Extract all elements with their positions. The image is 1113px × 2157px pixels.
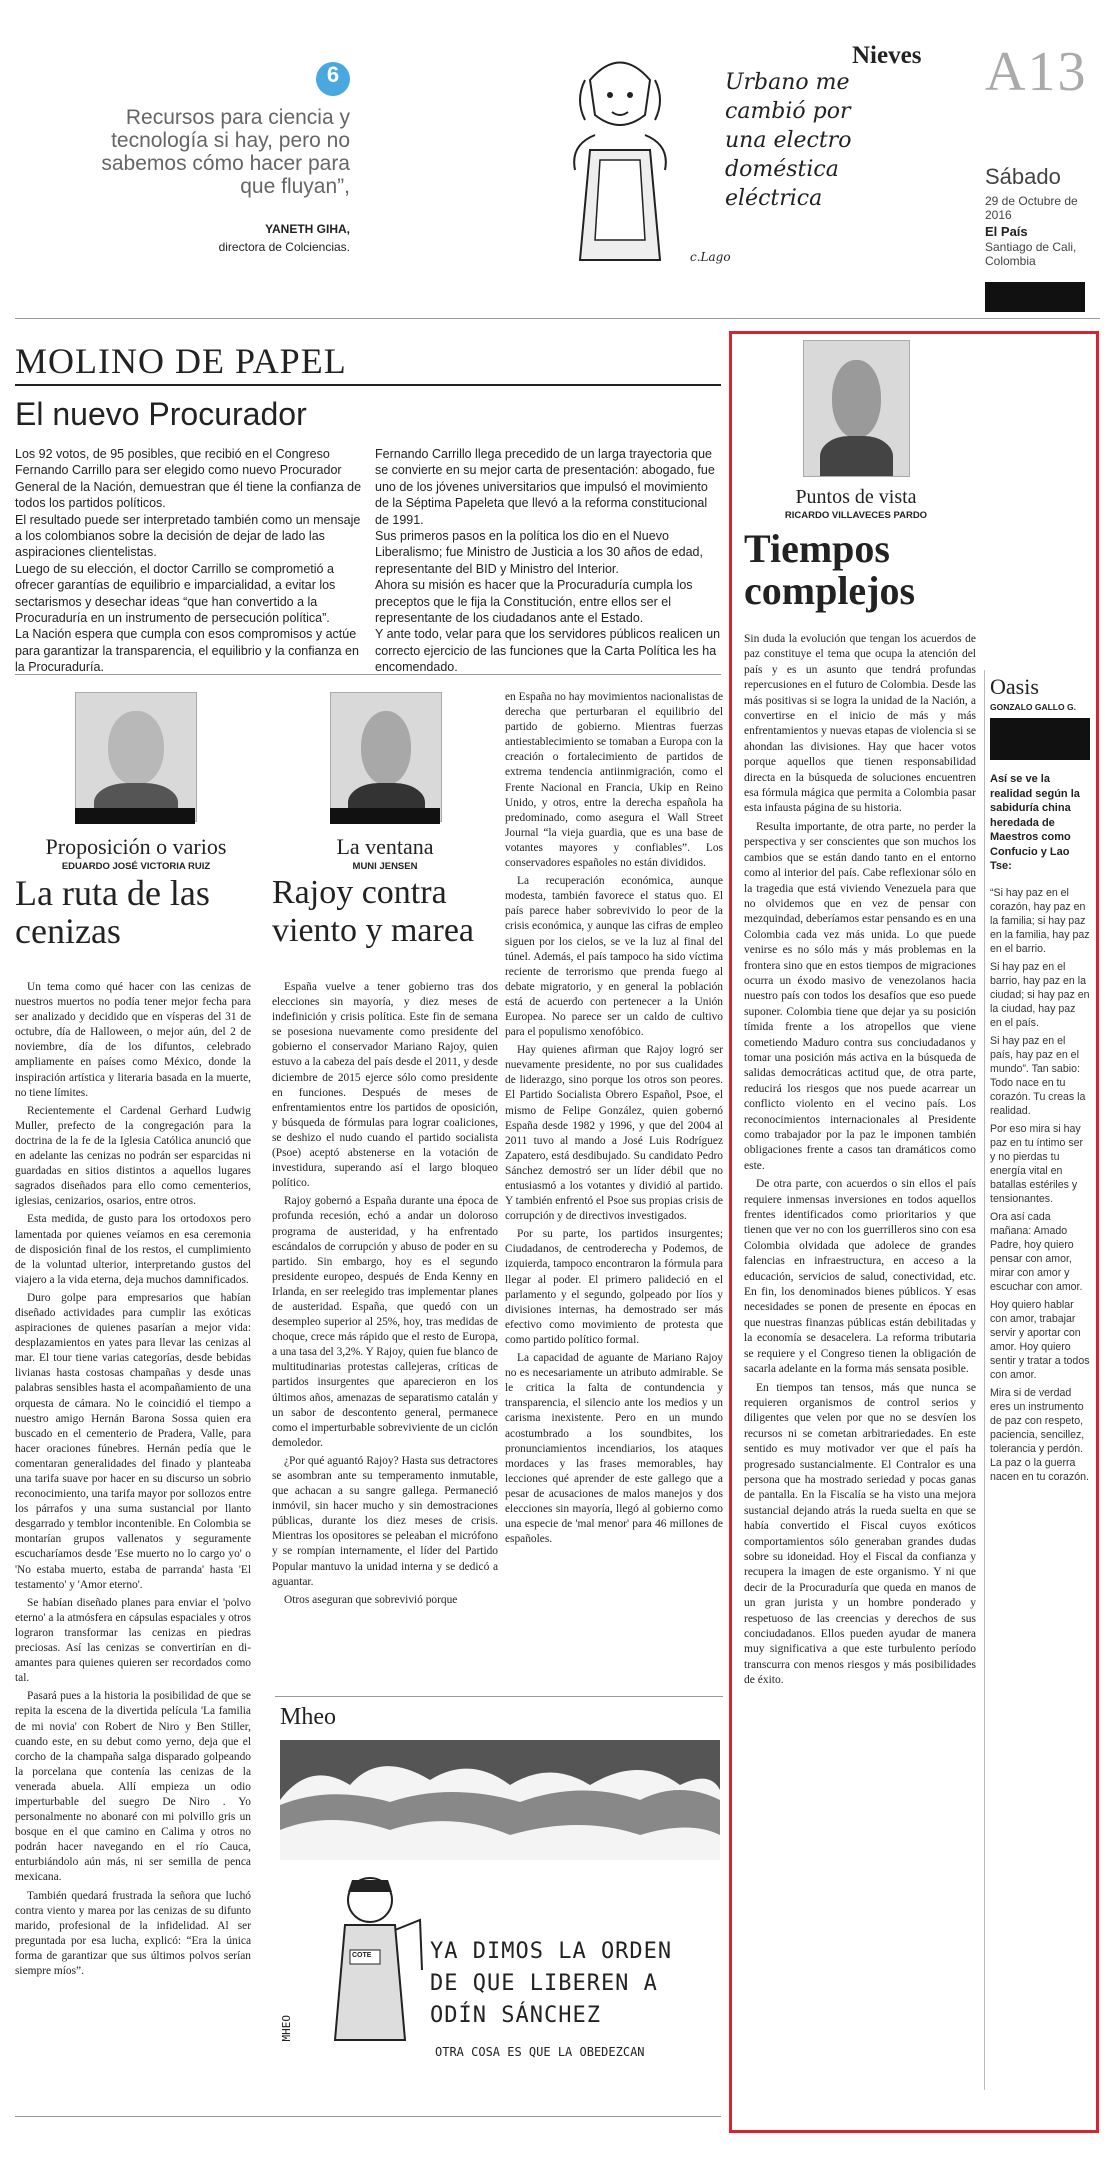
woman-drawing-icon <box>550 40 690 270</box>
col-a-kicker: Proposición o varios <box>45 834 227 859</box>
col-a-p4: Duro golpe para empresarios que habían diseñado actividades para cumplir las exóticas aspiraciones de quienes pasarían a mejor vida: desplazamientos en yates para llevar las cenizas al mar. El tour tiene varias categorías, desde bebidas livianas hasta costosas champañas y desde unas palabras sensibles hasta el acompañamiento de una orquesta de cámara. No le coincidió el tiempo a nuestro amigo Hernán Barona Sossa quien era buscado en el cementerio de Pradera, Valle, para hacer oraciones fúnebres. Hernán pedía que le comentaran generalidades del finado y planteaba una tarifa suave por hacer en su discurso un sobrio reconocimiento, una tarifa mayor por sollozos entre los párrafos y una suma sustancial por llanto desgarrado y temblor incontenible. En Colombia se montarían grupos vallenatos y seguramente escucharíamos desde 'Ese muerto no lo cargo yo' o 'No estaba muerto, estaba de parranda' hasta 'El testamento' y 'Amor eterno'. <box>15 1291 251 1591</box>
mheo-speech: YA DIMOS LA ORDEN DE QUE LIBEREN A ODÍN SÁNCHEZ <box>430 1939 673 2028</box>
oasis-title: Oasis <box>990 674 1039 699</box>
editorial-col2-p4: Y ante todo, velar para que los servidores públicos realicen un correcto ejercicio de las funciones que la Carta Política les ha encomendado. <box>375 627 721 675</box>
oasis-p7: Mira si de verdad eres un instrumento de paz con respeto, paciencia, sencillez, tolerancia y perdón. La paz o la guerra nacen en tu corazón. <box>990 1387 1089 1483</box>
oasis-p2: Si hay paz en el barrio, hay paz en la ciudad; si hay paz en la ciudad, hay paz en el país. <box>990 961 1090 1029</box>
soldier-figure-icon <box>310 1860 430 2060</box>
oasis-intro: Así se ve la realidad según la sabiduría china heredada de Maestros como Confucio y Lao Tse: <box>990 773 1080 872</box>
quote-author: YANETH GIHA, <box>265 222 350 236</box>
col-a-author: EDUARDO JOSÉ VICTORIA RUIZ <box>61 861 211 872</box>
cartoonist-name: Nieves <box>852 42 922 69</box>
cartoon-handwriting: Urbano me cambió por una electro doméstica eléctrica <box>725 70 852 211</box>
col-b-p1: España vuelve a tener gobierno tras dos elecciones sin mayoría, y diez meses de indefinición y crisis política. Este fin de semana se posesiona nuevamente como presidente del gobierno el conservador Mariano Rajoy, quien estuvo a la cabeza del país desde el 2011, y desde diciembre de 2015 ejerce sólo como presidente en funciones. Después de meses de enfrentamientos entre los partidos de oposición, y búsqueda de fórmulas para lograr coaliciones, se deshizo el nudo cuando el partido socialista (Psoe) aceptó abstenerse en la votación de investidura, superando así el largo bloqueo político. <box>272 981 498 1190</box>
col-c-body <box>505 690 723 1550</box>
oasis-p5: Ora así cada mañana: Amado Padre, hoy quiero pensar con amor, mirar con amor y escuchar con amor. <box>990 1211 1083 1293</box>
editorial-col1-p1: Los 92 votos, de 95 posibles, que recibió en el Congreso Fernando Carrillo para ser elegido como nuevo Procurador General de la Nación, demuestran que él tiene la confianza de todos los partidos políticos. <box>15 447 362 511</box>
col-d-p4: En tiempos tan tensos, más que nunca se requieren organismos de control serios y diligentes que velen por que no se desvíen los recursos ni se cometan arbitrariedades. En este sentido es muy motivador ver que el país ha progresado sustancialmente. El Contralor es una persona que ha mostrado seriedad y pocas ganas de pantalla. En la Fiscalía se ha visto una mejora sustancial dejando atrás la rueda suelta en que se había convertido el Fiscal cuyos exóticos comportamientos sólo generaban grandes dudas sobre su idoneidad. Hoy el Fiscal da confianza y recupera la imagen de este organismo. Y ni que decir de la Procuraduría que queda en manos de un gran jurista y un hombre ponderado y respetuoso de las creencias y derechos de sus conciudadanos. Ellos pueden ayudar de manera muy significativa a que este turbulento período transcurra con menos riesgos y más posibilidades de éxito. <box>744 1381 976 1687</box>
editorial-col1-p4: La Nación espera que cumpla con esos compromisos y actúe para garantizar la transparencia, el equilibrio y la confianza en la Procuraduría. <box>15 627 359 675</box>
editorial-bottom-rule <box>15 674 721 675</box>
nieves-cartoon <box>540 40 850 270</box>
mheo-label: Mheo <box>280 1704 336 1730</box>
quote-number: 6 <box>326 62 340 87</box>
col-c-p5: La capacidad de aguante de Mariano Rajoy no es necesariamente un atributo admirable. Se le critica la falta de contundencia y transparencia, el silencio ante los medios y un carisma inexistente. Pero en un mundo acostumbrado a los soundbites, los pronunciamientos incendiarios, los ataques mordaces y las frases memorables, hay lecciones qué aprender de este gallego que a pesar de acusaciones de malos manejos y dos elecciones sin mayoría, llegó al gobierno como una especie de 'mal menor' para 46 millones de españoles. <box>505 1352 723 1546</box>
col-b-p4: Otros aseguran que sobrevivió porque <box>284 1593 458 1606</box>
author-photo-jensen <box>330 692 442 822</box>
footer-rule <box>15 2116 721 2117</box>
oasis-p4: Por eso mira si hay paz en tu íntimo ser y no pierdas tu energía vital en batallas estériles y tensionantes. <box>990 1123 1084 1205</box>
col-b-kicker: La ventana <box>336 834 434 859</box>
mheo-rule <box>275 1696 723 1697</box>
issue-day: Sábado <box>985 164 1061 189</box>
oasis-black-bar <box>990 718 1090 760</box>
mheo-signature: MHEO <box>280 2015 293 2042</box>
oasis-p6: Hoy quiero hablar con amor, trabajar servir y aportar con amor. Hoy quiero sentir y tratar a todos con amor. <box>990 1299 1090 1381</box>
oasis-author: GONZALO GALLO G. <box>990 702 1076 712</box>
editorial-col1-p3: Luego de su elección, el doctor Carrillo se comprometió a ofrecer garantías de equilibrio e imparcialidad, a evitar los sectarismos y desechar ideas “que han convertido a la Procuraduría en un instrumento de persecución política”. <box>15 561 336 626</box>
editorial-col2 <box>375 446 721 676</box>
mheo-caption: OTRA COSA ES QUE LA OBEDEZCAN <box>435 2045 645 2059</box>
cartoon-signature: c.Lago <box>690 250 731 264</box>
col-a-p3: Esta medida, de gusto para los ortodoxos pero lamentada por quienes veíamos en esa ceremonia de disposición final de los restos, el cumplimiento de la voluntad ulterior, interpretando gustos del viajero a la vida eterna, deja muchos damnificados. <box>15 1213 251 1286</box>
col-d-p1: Sin duda la evolución que tengan los acuerdos de paz constituye el tema que ocupa la atención del país y es un asunto que tendrá profundas repercusiones en el futuro de Colombia. Desde las más positivas si se logra la unidad de la Nación, a convertirse en el inicio de más y más enfrentamientos y nuevas etapas de violencia si se ahondan las divisiones. Hay que hacer votos porque aquellos que tienen responsabilidad directa en la búsqueda de soluciones encuentren esa fórmula mágica que permita a Colombia pasar esta infausta página de su historia. <box>744 633 976 815</box>
section-title: MOLINO DE PAPEL <box>15 341 347 381</box>
col-d-p2: Resulta importante, de otra parte, no perder la perspectiva y ser conscientes que son muchos los cambios que se están dando tanto en el entorno como al interior del país. Cabe reflexionar sólo en la tragedia que está viviendo Venezuela para que no olvidemos que en vez de pensar con mezquindad, deberíamos estar pensando es en una Colombia cada vez más unida. Lo que puede venirse es no sólo más y más problemas en la frontera sino que en estos tiempos de migraciones ocurra un éxodo masivo de venezolanos hacia nuestro país con todos los desafíos que eso puede suponer. Colombia tiene que dejar ya su posición tímida frente a los atropellos que viene cometiendo Maduro contra sus conciudadanos y tomar una posición más activa en la búsqueda de salidas democráticas actitud que, de otra parte, reducirá los riesgos que nos puede acarrear un conflicto violento en el vecino país. Los reconocimientos internacionales al Presidente como trabajador por la paz le imponen también obligaciones frente a casos tan dramáticos como este. <box>744 820 976 1172</box>
editorial-title: El nuevo Procurador <box>15 396 307 432</box>
issue-date: 29 de Octubre de 2016 <box>985 194 1078 222</box>
mheo-badge: COTE <box>352 1952 372 1959</box>
header-rule <box>15 318 1100 319</box>
oasis-p1: “Si hay paz en el corazón, hay paz en la familia; si hay paz en la familia, hay paz en el barrio. <box>990 887 1090 955</box>
col-a-p7: También quedará frustrada la señora que luchó contra viento y marea por las cenizas de su difunto marido, profesional de la infidelidad. Al ser preguntada por esa lucha, explicó: “Era la única forma de garantizar que sus últimos polvos serían siempre míos”. <box>15 1889 251 1977</box>
col-b-p2: Rajoy gobernó a España durante una época de profunda recesión, echó a andar un doloroso programa de austeridad, y ha enfrentado escándalos de corrupción y abuso de poder en su partido. Sin embargo, hoy es el segundo presidente europeo, después de Enda Kenny en Irlanda, en ser reelegido tras implementar planes de austeridad. España, que quedó con un desempleo superior al 25%, hoy, tras medidas de choque, crece más rápido que el resto de Europa, a una tasa del 3,2%. Y Rajoy, quien fue blanco de multitudinarias protestas callejeras, críticas de partidos insurgentes que aparecieron en los últimos años, amenazas de separatismo catalán y un sabor de descontento general, permanece como el imperturbable sobreviviente de un ciclón demoledor. <box>272 1195 498 1449</box>
header-quote: Recursos para ciencia y tecnología si hay, pero no sabemos cómo hacer para que fluyan”, <box>101 106 350 198</box>
paper-city: Santiago de Cali, Colombia <box>985 240 1077 268</box>
col-b-author: MUNI JENSEN <box>352 861 418 872</box>
col-b-p3: ¿Por qué aguantó Rajoy? Hasta sus detractores se asombran ante su temperamento inmutable, que achacan a su sangre gallega. Permaneció inmóvil, sin hacer mucho y sin demostraciones públicas, durante los diez meses de crisis. Mientras los opositores se peleaban el micrófono y se rompían internamente, el líder del Partido Popular mantuvo la unidad interna y se dedicó a aguantar. <box>272 1454 498 1588</box>
col-a-title: La ruta de las cenizas <box>15 873 210 951</box>
col-b-title: Rajoy contra viento y marea <box>272 874 475 949</box>
oasis-p3: Si hay paz en el país, hay paz en el mundo”. Tan sabio: Todo nace en tu corazón. Tu creas la realidad. <box>990 1035 1086 1117</box>
col-a-body <box>15 980 251 1982</box>
col-a-p2: Recientemente el Cardenal Gerhard Ludwig Muller, prefecto de la congregación para la doctrina de la fe de la Iglesia Católica anunció que en adelante las cenizas no podrán ser esparcidas ni guardadas en sitios distintos a aquellos lugares sagrados diseñados para ello como cementerios, iglesias, cenizarios, osarios, entre otros. <box>15 1104 251 1208</box>
col-b-body <box>272 980 498 1611</box>
editorial-col2-p3: Ahora su misión es hacer que la Procuraduría cumpla los preceptos que le fija la Constitución, entre ellos ser el representante de los ciudadanos ante el Estado. <box>375 578 693 626</box>
author-name-bar <box>75 808 195 824</box>
author-photo-villaveces <box>803 340 910 477</box>
header-black-bar <box>985 282 1085 312</box>
section-rule <box>15 384 721 386</box>
col-c-p4: Por su parte, los partidos insurgentes; Ciudadanos, de centroderecha y Podemos, de izquierda, tampoco encontraron la fórmula para llegar al poder. El primero palideció en el parlamento y el segundo, golpeado por líos y divisiones internas, ha demostrado ser más efectivo como movimiento de protesta que como partido político formal. <box>505 1228 723 1346</box>
col-d-p3: De otra parte, con acuerdos o sin ellos el país requiere inmensas inversiones en todos aquellos frentes identificados como prioritarios y que tienen que ver no con los guerrilleros sino con esa Colombia olvidada que adolece de grandes falencias en infraestructura, en acceso a la educación, servicios de salud, conectividad, etc. En fin, los denominados bienes públicos. Y esas necesidades se ponen de presente en épocas en que nuestras finanzas públicas están debilitadas y la economía se desacelera. La reforma tributaria se requiere y el Congreso tienen la obligación de sacarla adelante en la forma más sensata posible. <box>744 1178 976 1376</box>
cloud-sky-icon <box>280 1740 720 1860</box>
author-photo-victoria <box>75 692 197 822</box>
oasis-body <box>990 886 1090 1484</box>
page-number: A13 <box>985 41 1088 103</box>
author-name-bar <box>330 808 440 824</box>
col-a-p5: Se habían diseñado planes para enviar el 'polvo eterno' a la atmósfera en cápsulas espaciales y otros lograron transformar las cenizas en piedras preciosas. Así las cenizas se convertirían en di-amantes para quienes quieren ser recordados como tal. <box>15 1596 251 1685</box>
quote-author-role: directora de Colciencias. <box>218 240 350 254</box>
col-c-p2: La recuperación económica, aunque modesta, también favorece el status quo. El país parece haber sobrevivido lo peor de la crisis económica, y aunque las cifras de empleo siguen por los cielos, se ve la luz al final del túnel. Además, el país tampoco ha sido víctima reciente de terrorismo que prenda fuego al debate migratorio, y en general la población está de acuerdo con pertenecer a la Unión Europea. No parece ser un caldo de cultivo para el populismo xenofóbico. <box>505 875 723 1039</box>
quote-number-badge <box>316 62 350 96</box>
col-d-kicker: Puntos de vista <box>795 486 917 508</box>
col-a-p1: Un tema como qué hacer con las cenizas de nuestros muertos no podía tener mejor fecha para ser analizado y decidido que en vísperas del 31 de octubre, día de Halloween, o mejor aún, del 2 de noviembre, día de los difuntos, celebrado ampliamente en países como México, donde la inspiración artística y literaria basada en la muerte, no tiene límites. <box>15 981 251 1099</box>
col-c-p3: Hay quienes afirman que Rajoy logró ser nuevamente presidente, no por sus cualidades de liderazgo, sino porque los otros son peores. El Partido Socialista Obrero Español, Psoe, el mismo de Felipe González, quien gobernó España desde 1982 y 1996, y que del 2004 al 2011 tuvo al mando a José Luis Rodríguez Zapatero, está desdibujado. Su candidato Pedro Sánchez demostró ser un líder débil que no entusiasmó a los votantes y dividió al partido. Y también enfrentó el Psoe sus propias crisis de corrupción y de directivos investigados. <box>505 1044 723 1223</box>
editorial-col2-p2: Sus primeros pasos en la política los dio en el Nuevo Liberalismo; fue Ministro de Justicia a los 30 años de edad, representante del BID y Ministro del Interior. <box>375 529 703 576</box>
paper-name: El País <box>985 224 1028 239</box>
col-d-author: RICARDO VILLAVECES PARDO <box>784 510 928 521</box>
editorial-col1 <box>15 446 365 676</box>
col-d-body <box>744 632 976 1692</box>
col-a-p6: Pasará pues a la historia la posibilidad de que se repita la escena de la divertida película 'La familia de mi novia' con Robert de Niro y Ben Stiller, cuando este, en su debut como yerno, deja que el corcho de la champaña salga disparado golpeando la porcelana que contenía las cenizas de la venerada abuela. Allí empieza un odio imperturbable del suegro De Niro . Yo personalmente no abonaré con mi polvillo gris un bosque en el que camino en Calima y otros no podrán hacer navegando en el río Cauca, enturbiándolo aún más, ni ser semilla de penca mexicana. <box>15 1690 251 1884</box>
col-d-title: Tiempos complejos <box>744 526 916 613</box>
editorial-col2-p1: Fernando Carrillo llega precedido de un larga trayectoria que se convierte en su mejor carta de presentación: abogado, fue uno de los jóvenes universitarios que impulsó el movimiento de la Séptima Papeleta que llevó a la reforma constitucional de 1991. <box>375 447 715 527</box>
oasis-divider <box>984 670 985 2090</box>
editorial-col1-p2: El resultado puede ser interpretado también como un mensaje a los colombianos sobre la decisión de dejar de lado las aspiraciones clientelistas. <box>15 512 361 560</box>
col-c-p1: en España no hay movimientos nacionalistas de derecha que perturbaran el equilibrio del partido de gobierno. Mientras fuerzas antiestablecimiento se tomaban a Europa con la creación o fortalecimiento de partidos de extrema tendencia antiinmigración, como el Frente Nacional en Francia, Ukip en Reino Unido, y otros, entre la derecha española ha predominado, como asegura el Wall Street Journal “la vieja guardia, que es una base de votantes mayores y confiables”. Los conservadores españoles no están divididos. <box>505 691 723 870</box>
mheo-cartoon <box>280 1740 720 2070</box>
